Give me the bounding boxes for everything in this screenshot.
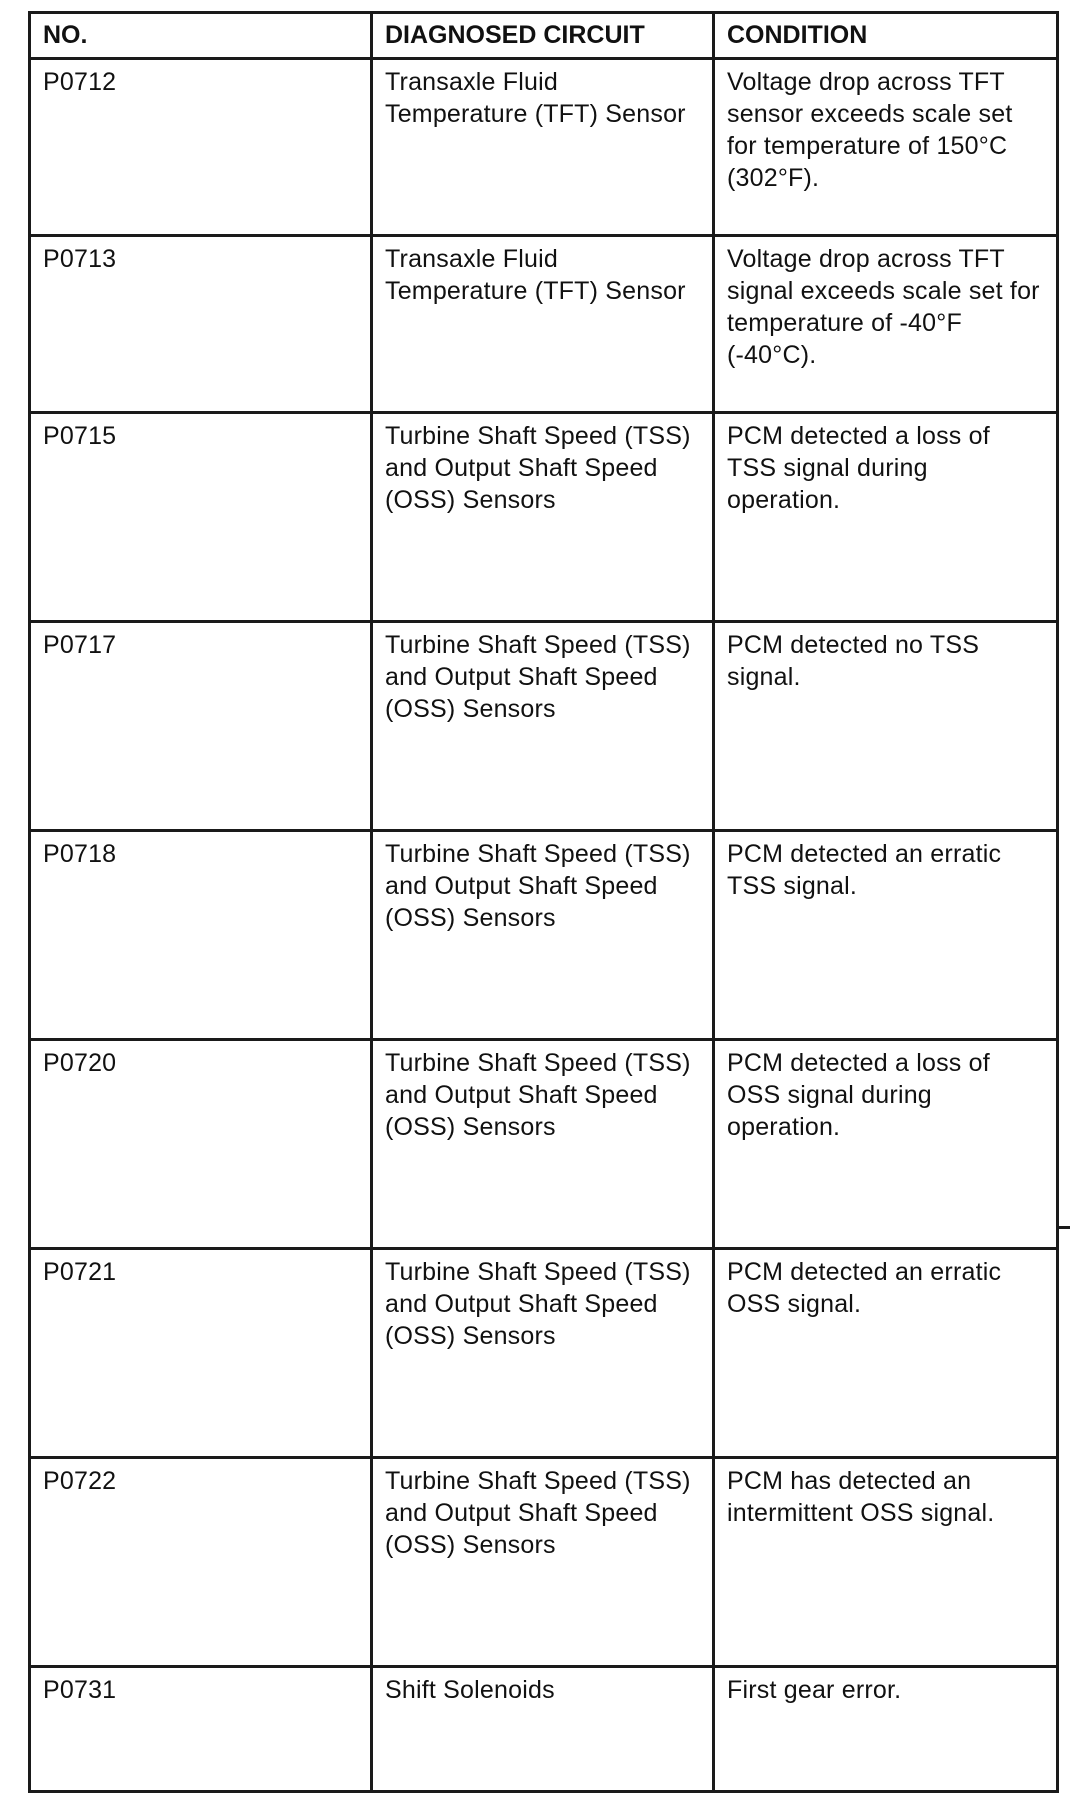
- table-row: [30, 622, 1058, 831]
- table-row: [30, 413, 1058, 622]
- dtc-code: P0722: [30, 1458, 372, 1667]
- table-body: [30, 59, 1058, 1792]
- table-row: [30, 236, 1058, 413]
- dtc-code: P0731: [30, 1667, 372, 1792]
- diagnosed-circuit: Turbine Shaft Speed (TSS) and Output Shaft Speed (OSS) Sensors: [372, 622, 714, 831]
- dtc-table: [28, 11, 1059, 1793]
- dtc-code: P0712: [30, 59, 372, 236]
- table-row: [30, 59, 1058, 236]
- header-condition: CONDITION: [714, 13, 1058, 59]
- dtc-code: P0715: [30, 413, 372, 622]
- table-row: [30, 1667, 1058, 1792]
- dtc-code: P0721: [30, 1249, 372, 1458]
- diagnosed-circuit: Transaxle Fluid Temperature (TFT) Sensor: [372, 236, 714, 413]
- condition-text: Voltage drop across TFT signal exceeds scale set for temperature of -40°F (-40°C).: [714, 236, 1058, 413]
- table-header: [30, 13, 1058, 59]
- condition-text: Voltage drop across TFT sensor exceeds scale set for temperature of 150°C (302°F).: [714, 59, 1058, 236]
- header-diagnosed-circuit: DIAGNOSED CIRCUIT: [372, 13, 714, 59]
- condition-text: PCM detected an erratic TSS signal.: [714, 831, 1058, 1040]
- header-no: NO.: [30, 13, 372, 59]
- table-row: [30, 831, 1058, 1040]
- condition-text: PCM detected no TSS signal.: [714, 622, 1058, 831]
- diagnosed-circuit: Turbine Shaft Speed (TSS) and Output Shaft Speed (OSS) Sensors: [372, 1040, 714, 1249]
- table-edge-tick: [1056, 1226, 1070, 1229]
- dtc-code: P0713: [30, 236, 372, 413]
- condition-text: First gear error.: [714, 1667, 1058, 1792]
- condition-text: PCM has detected an intermittent OSS signal.: [714, 1458, 1058, 1667]
- condition-text: PCM detected an erratic OSS signal.: [714, 1249, 1058, 1458]
- diagnosed-circuit: Turbine Shaft Speed (TSS) and Output Shaft Speed (OSS) Sensors: [372, 831, 714, 1040]
- dtc-code: P0720: [30, 1040, 372, 1249]
- dtc-code: P0717: [30, 622, 372, 831]
- dtc-code: P0718: [30, 831, 372, 1040]
- table-row: [30, 1458, 1058, 1667]
- diagnosed-circuit: Turbine Shaft Speed (TSS) and Output Shaft Speed (OSS) Sensors: [372, 1249, 714, 1458]
- diagnosed-circuit: Turbine Shaft Speed (TSS) and Output Shaft Speed (OSS) Sensors: [372, 413, 714, 622]
- diagnosed-circuit: Transaxle Fluid Temperature (TFT) Sensor: [372, 59, 714, 236]
- condition-text: PCM detected a loss of OSS signal during operation.: [714, 1040, 1058, 1249]
- diagnosed-circuit: Shift Solenoids: [372, 1667, 714, 1792]
- table-row: [30, 1249, 1058, 1458]
- diagnosed-circuit: Turbine Shaft Speed (TSS) and Output Shaft Speed (OSS) Sensors: [372, 1458, 714, 1667]
- condition-text: PCM detected a loss of TSS signal during operation.: [714, 413, 1058, 622]
- table-row: [30, 1040, 1058, 1249]
- header-row: [30, 13, 1058, 59]
